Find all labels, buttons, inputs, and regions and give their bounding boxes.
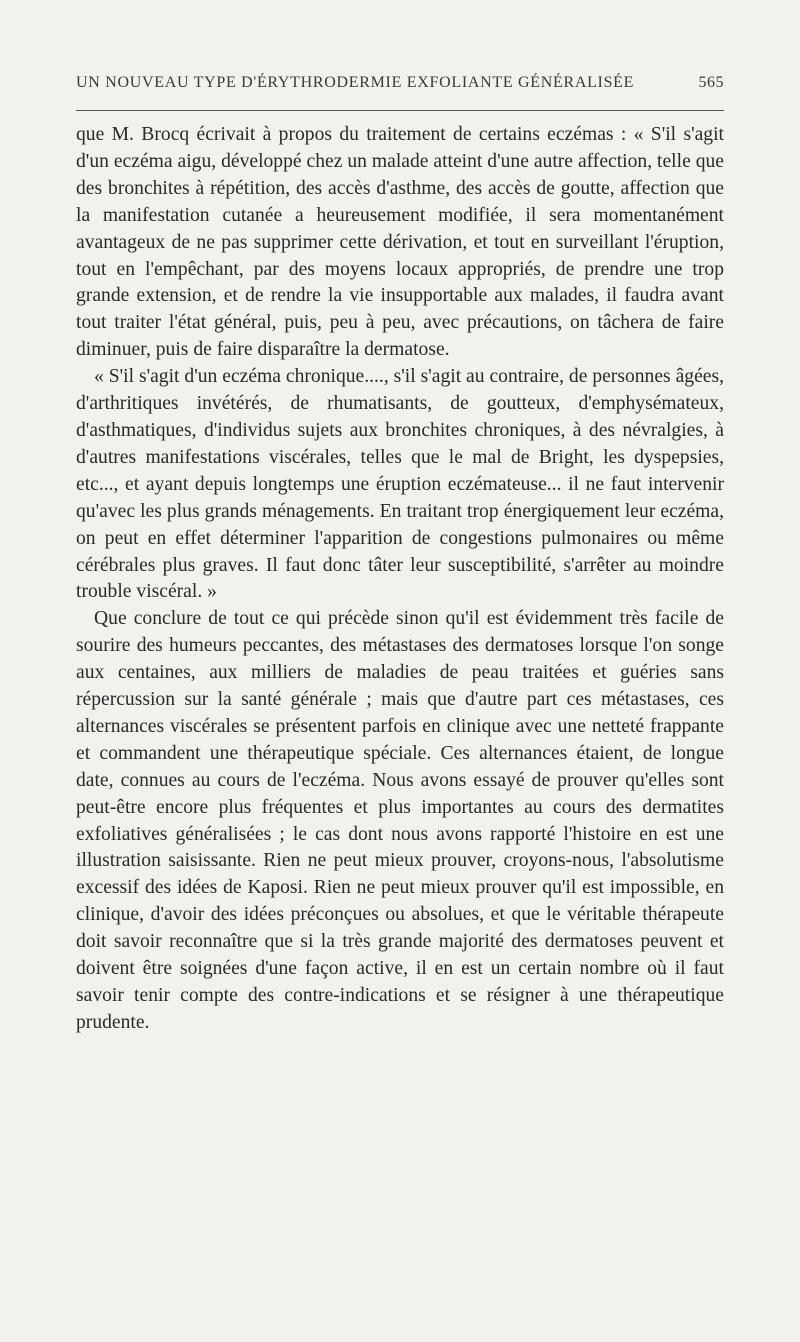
paragraph-3: Que conclure de tout ce qui précède sinon qu'il est évidemment très facile de sourire des humeurs peccantes, des métastases des dermatoses lorsque l'on songe aux centaines, aux milliers de maladies de peau traitées et guéries sans répercussion sur la santé générale ; mais que d'autre part ces métastases, ces alternances viscérales se présentent parfois en clinique avec une netteté frappante et commandent une thérapeutique spéciale. Ces alternances étaient, de longue date, connues au cours de l'eczéma. Nous avons essayé de prouver qu'elles sont peut-être encore plus fréquentes et plus importantes au cours des dermatites exfoliatives généralisées ; le cas dont nous avons rapporté l'histoire en est une illustration saisissante. Rien ne peut mieux prouver, croyons-nous, l'absolutisme excessif des idées de Kaposi. Rien ne peut mieux prouver qu'il est impossible, en clinique, d'avoir des idées préconçues ou absolues, et que le véritable thérapeute doit savoir reconnaître que si la très grande majorité des dermatoses peuvent et doivent être soignées d'une façon active, il en est un certain nombre où il faut savoir tenir compte des contre-indications et se résigner à une thérapeutique prudente. — [76, 608, 724, 1033]
body-text — [76, 122, 724, 1037]
header-rule — [76, 110, 724, 111]
paragraph-2: « S'il s'agit d'un eczéma chronique...., s'il s'agit au contraire, de personnes âgées, d'arthritiques invétérés, de rhumatisants, de goutteux, d'emphysémateux, d'asthmatiques, d'individus sujets aux bronchites chroniques, à des névralgies, à d'autres manifestations viscérales, telles que le mal de Bright, les dyspepsies, etc..., et ayant depuis longtemps une éruption eczémateuse... il ne faut intervenir qu'avec les plus grands ménagements. En traitant trop énergiquement leur eczéma, on peut en effet déterminer l'apparition de congestions pulmonaires ou même cérébrales plus graves. Il faut donc tâter leur susceptibilité, s'arrêter au moindre trouble viscéral. » — [76, 366, 724, 603]
running-head — [76, 74, 724, 98]
paragraph-1: que M. Brocq écrivait à propos du traitement de certains eczémas : « S'il s'agit d'un eczéma aigu, développé chez un malade atteint d'une autre affection, telle que des bronchites à répétition, des accès d'asthme, des accès de goutte, affection que la manifestation cutanée a heureusement modifiée, il sera momentanément avantageux de ne pas supprimer cette dérivation, et tout en surveillant l'éruption, tout en l'empêchant, par des moyens locaux appropriés, de prendre une trop grande extension, et de rendre la vie insupportable aux malades, il faudra avant tout traiter l'état général, puis, peu à peu, avec précautions, on tâchera de faire diminuer, puis de faire disparaître la dermatose. — [76, 124, 724, 361]
page-number: 565 — [698, 74, 724, 91]
running-title: UN NOUVEAU TYPE D'ÉRYTHRODERMIE EXFOLIANTE GÉNÉRALISÉE — [76, 74, 635, 91]
